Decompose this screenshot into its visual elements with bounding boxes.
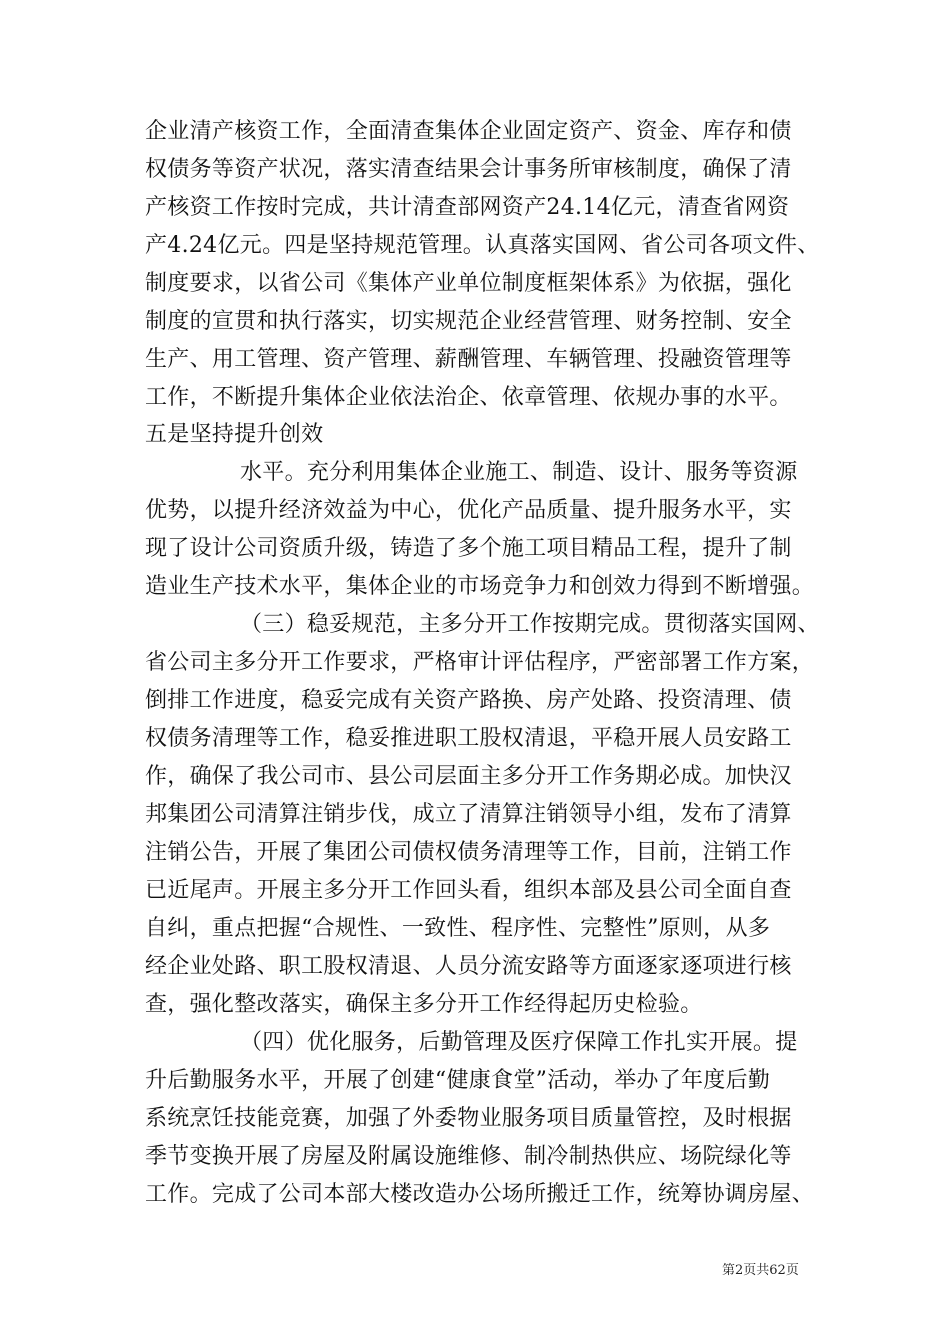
- text-line: 省公司主多分开工作要求，严格审计评估程序，严密部署工作方案，: [145, 650, 815, 675]
- paragraph-heading: （三）稳妥规范，主多分开工作按期完成。贯彻落实国网、: [240, 612, 820, 637]
- text-line: 企业清产核资工作，全面清查集体企业固定资产、资金、库存和债: [145, 119, 792, 144]
- paragraph-heading: （四）优化服务，后勤管理及医疗保障工作扎实开展。提: [240, 1030, 798, 1055]
- text-line: 作，确保了我公司市、县公司层面主多分开工作务期必成。加快汉: [145, 764, 792, 789]
- page-number-footer: 第2页共62页: [722, 1263, 799, 1278]
- text-line: 生产、用工管理、资产管理、薪酬管理、车辆管理、投融资管理等: [145, 347, 792, 372]
- text-line: 水平。充分利用集体企业施工、制造、设计、服务等资源: [240, 460, 798, 485]
- text-line: 现了设计公司资质升级，铸造了多个施工项目精品工程，提升了制: [145, 536, 792, 561]
- text-line: 权债务等资产状况，落实清查结果会计事务所审核制度，确保了清: [145, 157, 792, 182]
- text-line: 产4.24亿元。四是坚持规范管理。认真落实国网、省公司各项文件、: [145, 233, 820, 258]
- text-line: 经企业处路、职工股权清退、人员分流安路等方面逐家逐项进行核: [145, 954, 792, 979]
- text-line: 制度要求，以省公司《集体产业单位制度框架体系》为依据，强化: [145, 271, 792, 296]
- text-line: 升后勤服务水平，开展了创建“健康食堂”活动，举办了年度后勤: [145, 1068, 771, 1093]
- text-line: 系统烹饪技能竞赛，加强了外委物业服务项目质量管控，及时根据: [145, 1106, 792, 1131]
- text-line: 权债务清理等工作，稳妥推进职工股权清退，平稳开展人员安路工: [145, 726, 792, 751]
- text-line: 查，强化整改落实，确保主多分开工作经得起历史检验。: [145, 992, 703, 1017]
- text-line: 优势，以提升经济效益为中心，优化产品质量、提升服务水平，实: [145, 498, 792, 523]
- text-line: 工作，不断提升集体企业依法治企、依章管理、依规办事的水平。: [145, 385, 792, 410]
- text-line: 产核资工作按时完成，共计清查部网资产24.14亿元，清查省网资: [145, 195, 790, 220]
- text-line: 自纠，重点把握“合规性、一致性、程序性、完整性”原则，从多: [145, 916, 771, 941]
- text-line: 造业生产技术水平，集体企业的市场竞争力和创效力得到不断增强。: [145, 574, 815, 599]
- text-line: 邦集团公司清算注销步伐，成立了清算注销领导小组，发布了清算: [145, 802, 792, 827]
- text-line: 五是坚持提升创效: [145, 422, 324, 447]
- text-line: 已近尾声。开展主多分开工作回头看，组织本部及县公司全面自查: [145, 878, 792, 903]
- text-line: 季节变换开展了房屋及附属设施维修、制冷制热供应、场院绿化等: [145, 1144, 792, 1169]
- text-line: 工作。完成了公司本部大楼改造办公场所搬迁工作，统筹协调房屋、: [145, 1182, 815, 1207]
- text-line: 注销公告，开展了集团公司债权债务清理等工作，目前，注销工作: [145, 840, 792, 865]
- text-line: 倒排工作进度，稳妥完成有关资产路换、房产处路、投资清理、债: [145, 688, 792, 713]
- text-line: 制度的宣贯和执行落实，切实规范企业经营管理、财务控制、安全: [145, 309, 792, 334]
